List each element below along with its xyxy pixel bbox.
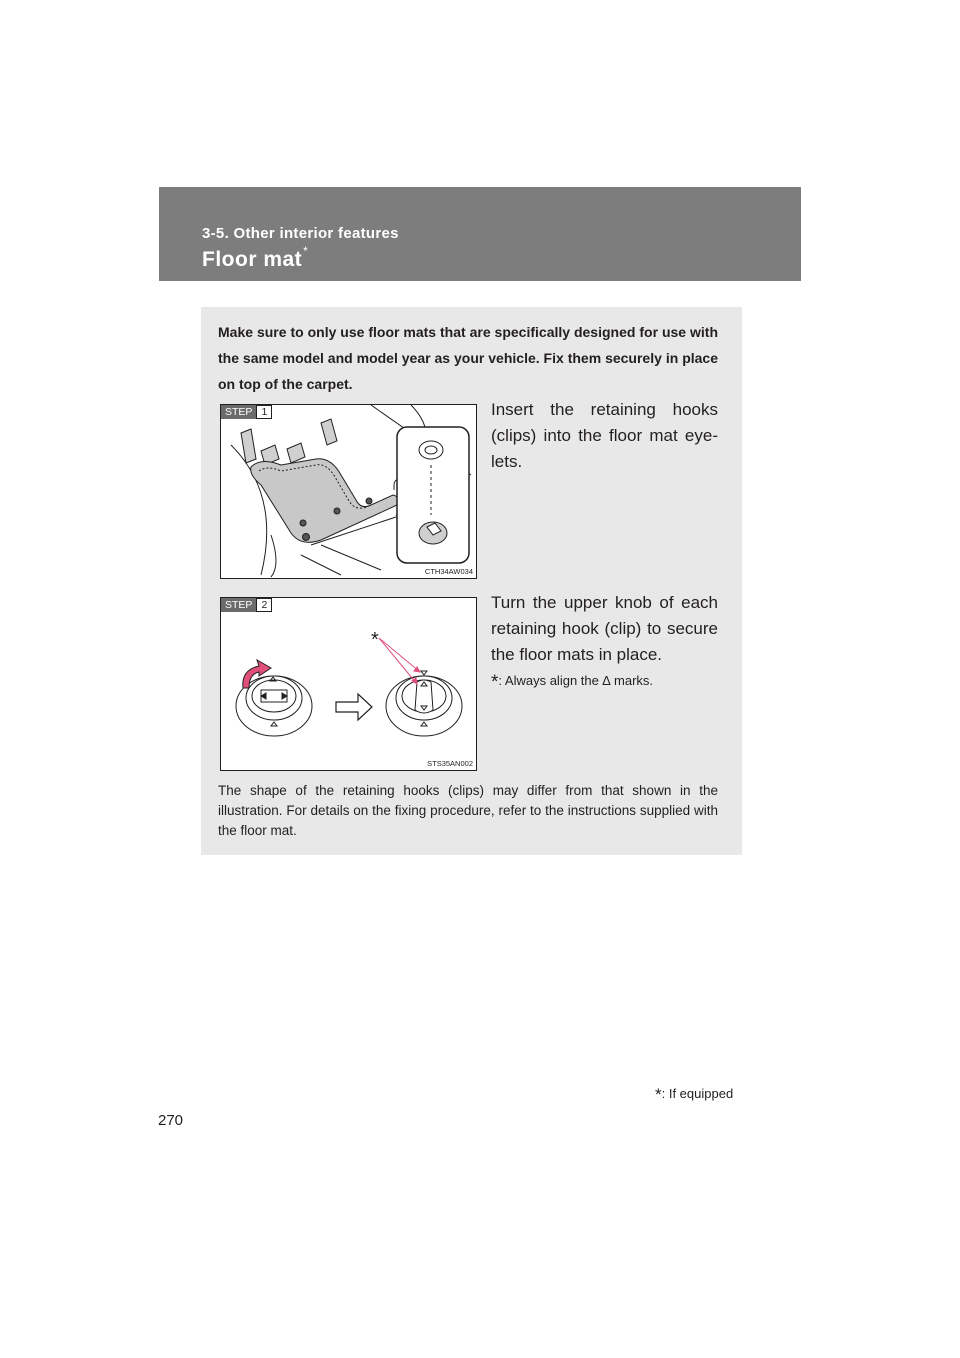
if-equipped-note: [655, 1083, 733, 1103]
step-label: STEP: [221, 405, 256, 419]
note-text: : Always align the ∆ marks.: [498, 673, 654, 688]
page-number: 270: [158, 1112, 184, 1129]
equipped-text: : If equipped: [661, 1086, 734, 1101]
figure-asterisk: *: [371, 629, 379, 651]
section-title: 3-5. Other interior features: [202, 225, 399, 242]
note-mark: *: [491, 672, 499, 693]
page-title: [202, 244, 309, 272]
step1-figure: [220, 404, 477, 579]
footer-note: The shape of the retaining hooks (clips) may differ from that shown in the illustration. For details on the fixing procedure, refer to the instructions supplied with the floor mat.: [218, 783, 718, 838]
step2-text: Turn the upper knob of each retaining hook (clip) to secure the floor mats in place.: [491, 593, 718, 664]
content-panel: [201, 307, 742, 855]
step-number: 2: [256, 598, 272, 612]
floor-mat-illustration: [221, 405, 476, 578]
figure-code: CTH34AW034: [424, 567, 473, 576]
step1-text: Insert the retaining hooks (clips) into the floor mat eye-lets.: [491, 400, 718, 471]
chapter-header: [159, 187, 801, 281]
retaining-hook-illustration: [221, 598, 476, 770]
figure-code: STS35AN002: [427, 759, 473, 768]
equipped-mark: *: [303, 244, 309, 258]
equipped-mark: *: [655, 1085, 662, 1104]
title-text: Floor mat: [202, 248, 303, 271]
step-number: 1: [256, 405, 272, 419]
step-label: STEP: [221, 598, 256, 612]
intro-text: Make sure to only use floor mats that are specifically designed for use with the same model and model year as your vehicle. Fix them securely in place on top of the carpet.: [218, 324, 718, 392]
step2-figure: [220, 597, 477, 771]
alignment-note: [491, 669, 653, 691]
